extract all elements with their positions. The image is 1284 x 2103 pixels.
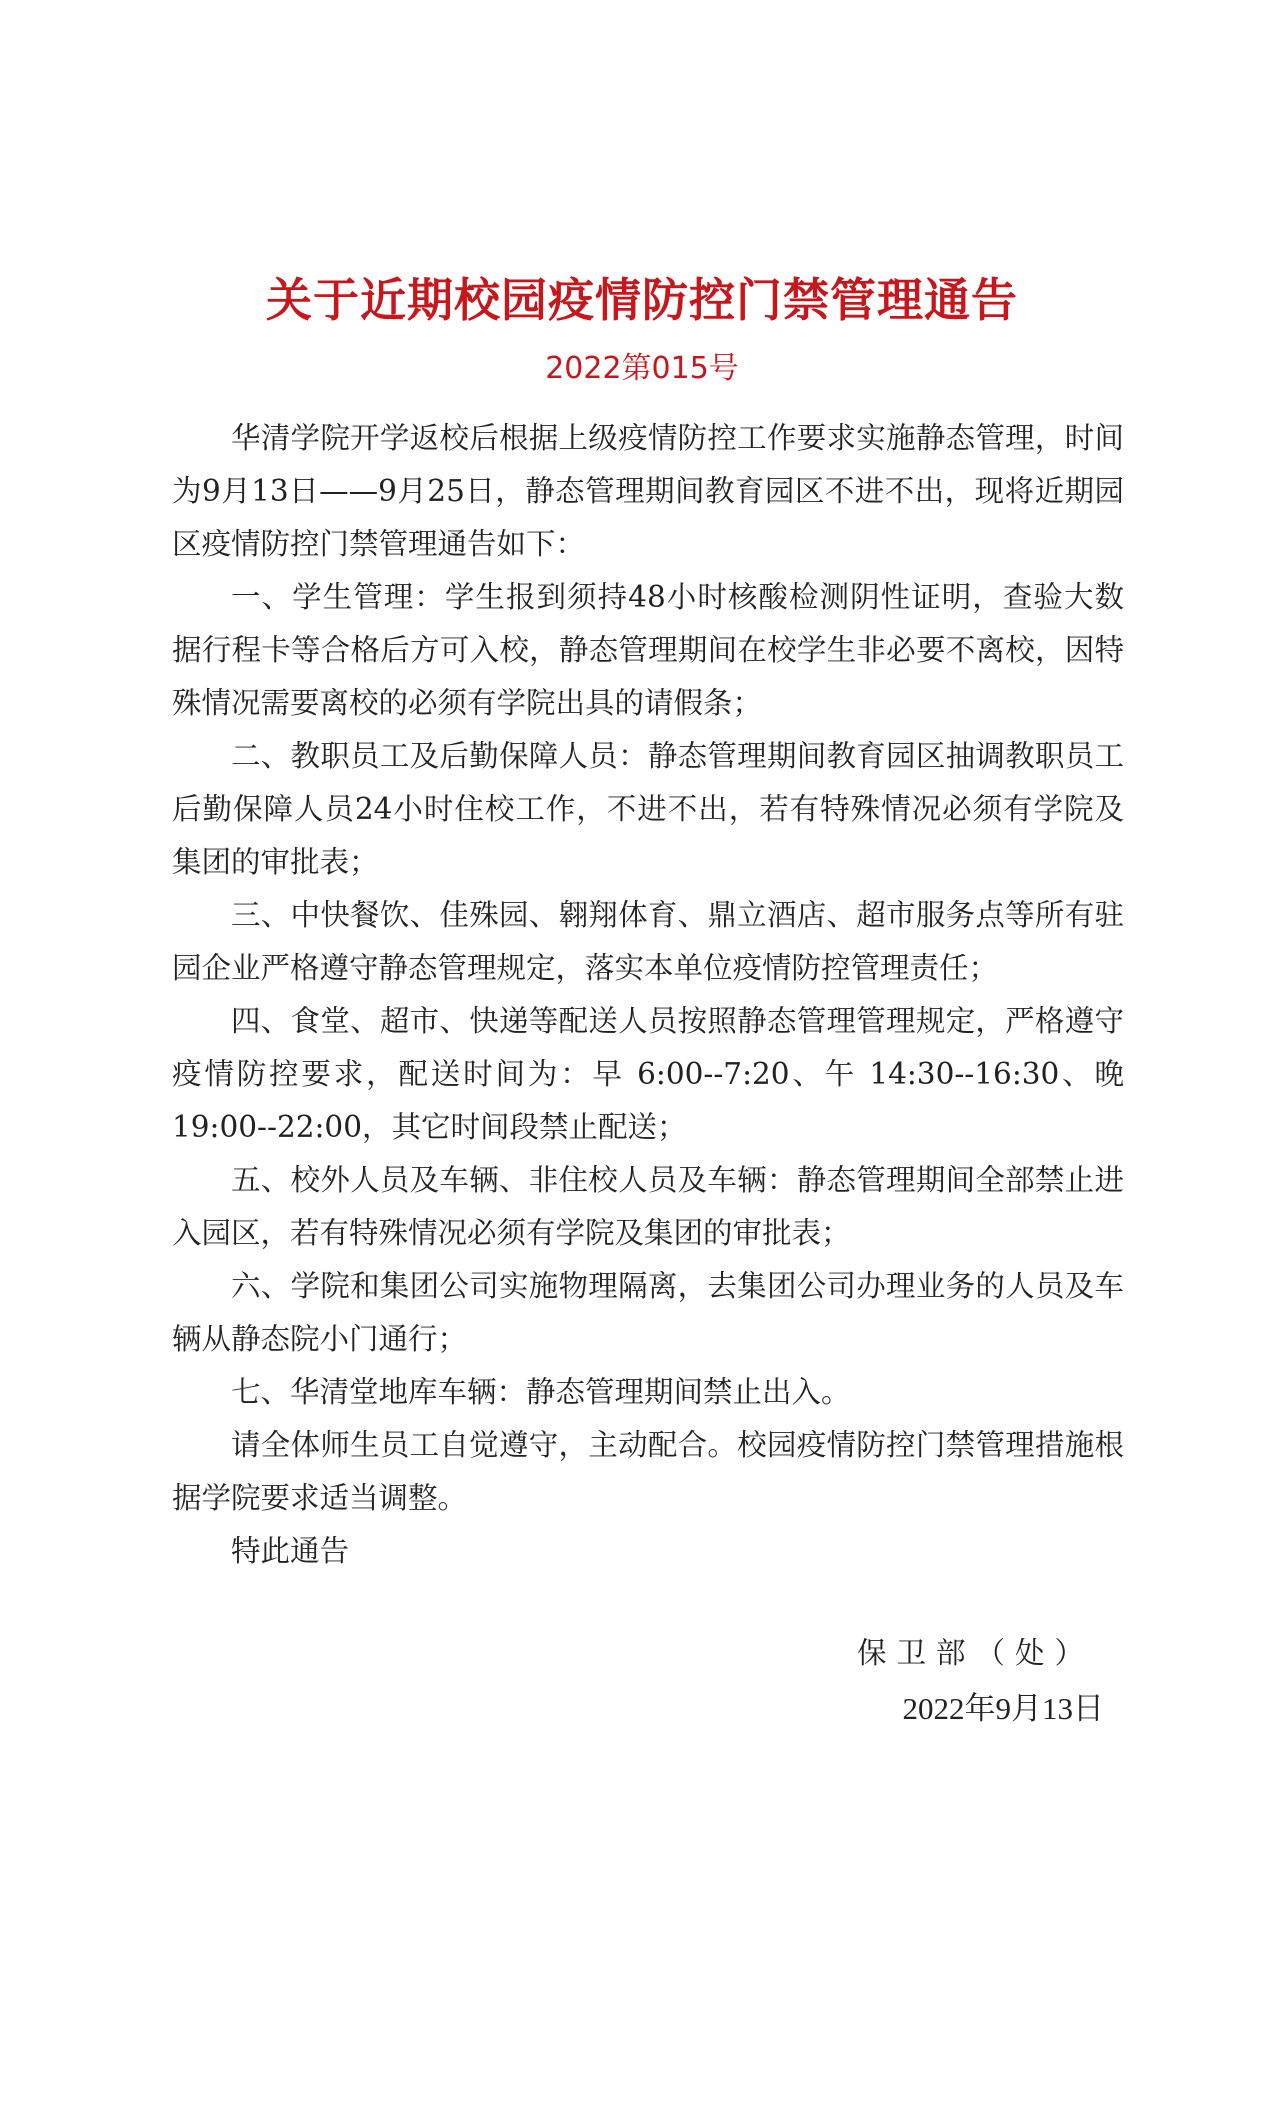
- signature-date: 2022年9月13日: [902, 1691, 1104, 1726]
- paragraph-item-3: 三、中快餐饮、佳殊园、翱翔体育、鼎立酒店、超市服务点等所有驻园企业严格遵守静态管理规定，落实本单位疫情防控管理责任；: [172, 898, 1124, 985]
- paragraph-item-7: 七、华清堂地库车辆：静态管理期间禁止出入。: [231, 1375, 851, 1409]
- signature-department: 保卫部（处）: [856, 1636, 1094, 1670]
- signature-block: [857, 1625, 1104, 1737]
- paragraph-item-1: 一、学生管理：学生报到须持48小时核酸检测阴性证明，查验大数据行程卡等合格后方可入校，静态管理期间在校学生非必要不离校，因特殊情况需要离校的必须有学院出具的请假条；: [172, 580, 1124, 720]
- paragraph-item-4: 四、食堂、超市、快递等配送人员按照静态管理管理规定，严格遵守疫情防控要求，配送时间为：早 6:00--7:20、午 14:30--16:30、晚19:00--22:00，其它时间段禁止配送；: [172, 1004, 1124, 1144]
- paragraph-intro: 华清学院开学返校后根据上级疫情防控工作要求实施静态管理，时间为9月13日——9月25日，静态管理期间教育园区不进不出，现将近期园区疫情防控门禁管理通告如下：: [172, 421, 1124, 561]
- paragraph-item-5: 五、校外人员及车辆、非住校人员及车辆：静态管理期间全部禁止进入园区，若有特殊情况必须有学院及集团的审批表；: [172, 1163, 1124, 1250]
- paragraph-item-2: 二、教职员工及后勤保障人员：静态管理期间教育园区抽调教职员工后勤保障人员24小时住校工作，不进不出，若有特殊情况必须有学院及集团的审批表；: [172, 739, 1124, 879]
- paragraph-notice: 特此通告: [231, 1534, 350, 1568]
- document-body: [172, 412, 1124, 1578]
- paragraph-item-6: 六、学院和集团公司实施物理隔离，去集团公司办理业务的人员及车辆从静态院小门通行；: [172, 1269, 1124, 1356]
- document-title: 关于近期校园疫情防控门禁管理通告: [266, 273, 1018, 327]
- paragraph-closing: 请全体师生员工自觉遵守，主动配合。校园疫情防控门禁管理措施根据学院要求适当调整。: [172, 1428, 1124, 1515]
- document-number: 2022第015号: [545, 351, 739, 386]
